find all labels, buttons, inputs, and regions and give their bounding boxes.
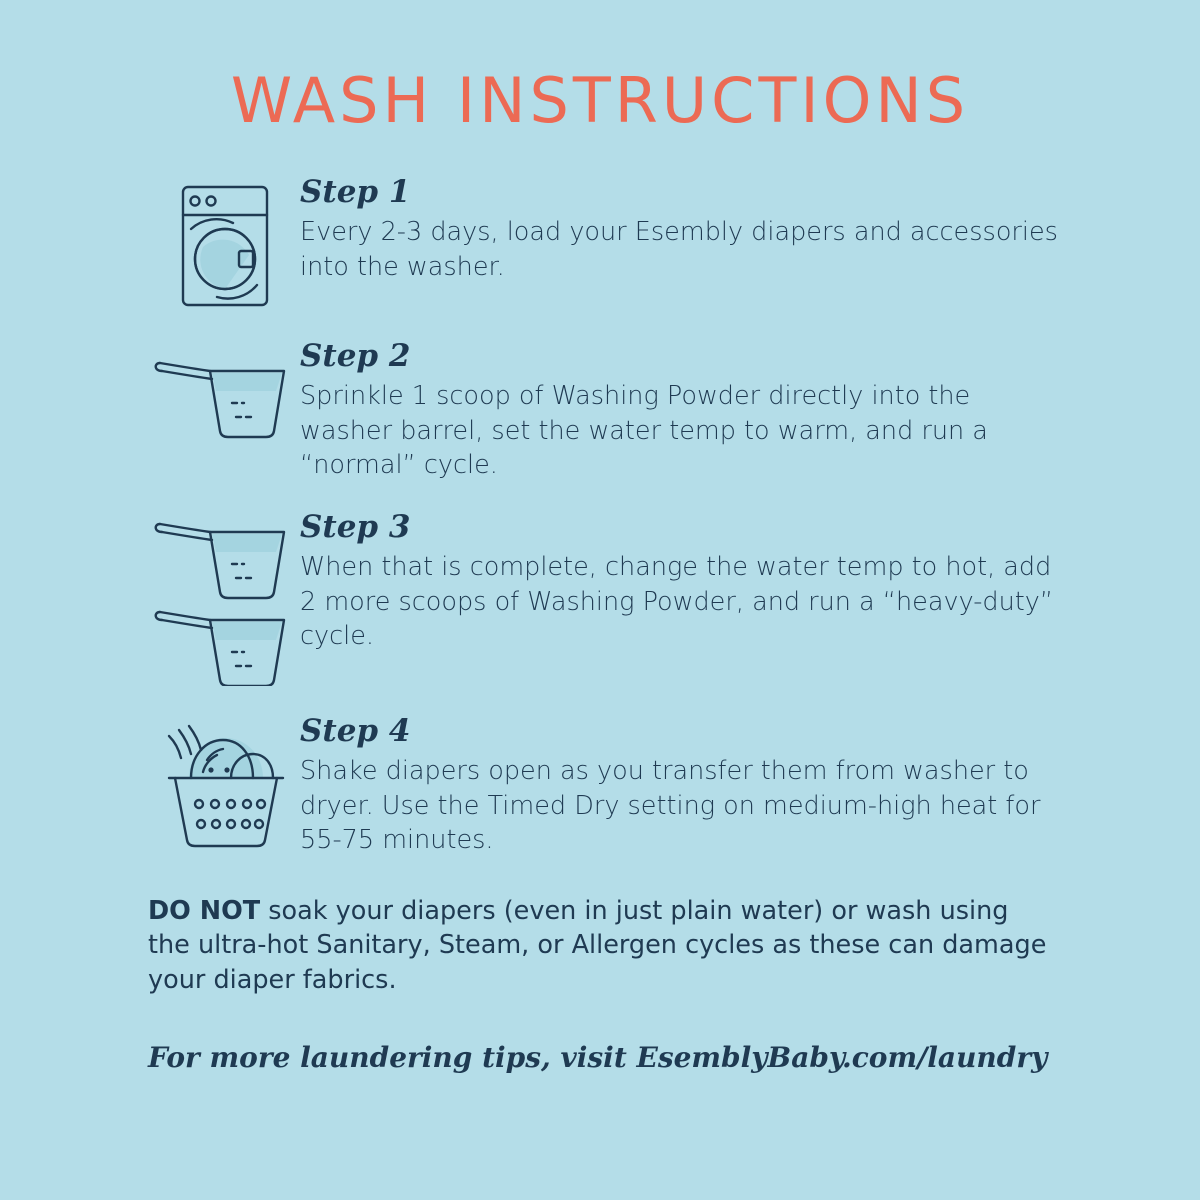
laundry-basket-icon [150, 714, 300, 850]
step-label: Step 4 [300, 713, 411, 750]
warning-text [148, 894, 1050, 997]
step-body [300, 714, 1200, 857]
double-measuring-scoop-icon [150, 510, 300, 686]
step-body [300, 339, 1200, 482]
step-text: When that is complete, change the water temp to hot, add 2 more scoops of Washing Powder, and run a “heavy-duty” cycle. [300, 552, 1054, 652]
steps-list [0, 175, 1200, 858]
warning-emphasis: DO NOT [148, 895, 261, 926]
step-body [300, 510, 1200, 653]
step-text: Sprinkle 1 scoop of Washing Powder directly into the washer barrel, set the water temp to warm, and run a “normal” cycle. [300, 381, 988, 480]
list-item [0, 175, 1200, 311]
step-text: Every 2-3 days, load your Esembly diapers and accessories into the washer. [300, 217, 1058, 282]
footer [0, 894, 1200, 1074]
washing-machine-icon [150, 175, 300, 311]
step-label: Step 2 [300, 338, 411, 374]
list-item [0, 510, 1200, 686]
list-item [0, 714, 1200, 857]
step-body [300, 175, 1200, 284]
step-label: Step 3 [300, 509, 411, 546]
footer-note: For more laundering tips, visit EsemblyBaby.com/laundry [148, 1040, 1048, 1074]
warning-rest: soak your diapers (even in just plain water) or wash using the ultra-hot Sanitary, Steam, or Allergen cycles as these can damage your diaper fabrics. [148, 895, 1047, 995]
page-title: WASH INSTRUCTIONS [230, 64, 970, 137]
list-item [0, 339, 1200, 482]
single-measuring-scoop-icon [150, 339, 300, 445]
step-text: Shake diapers open as you transfer them from washer to dryer. Use the Timed Dry setting on medium-high heat for 55-75 minutes. [300, 756, 1041, 856]
step-label: Step 1 [300, 174, 411, 210]
